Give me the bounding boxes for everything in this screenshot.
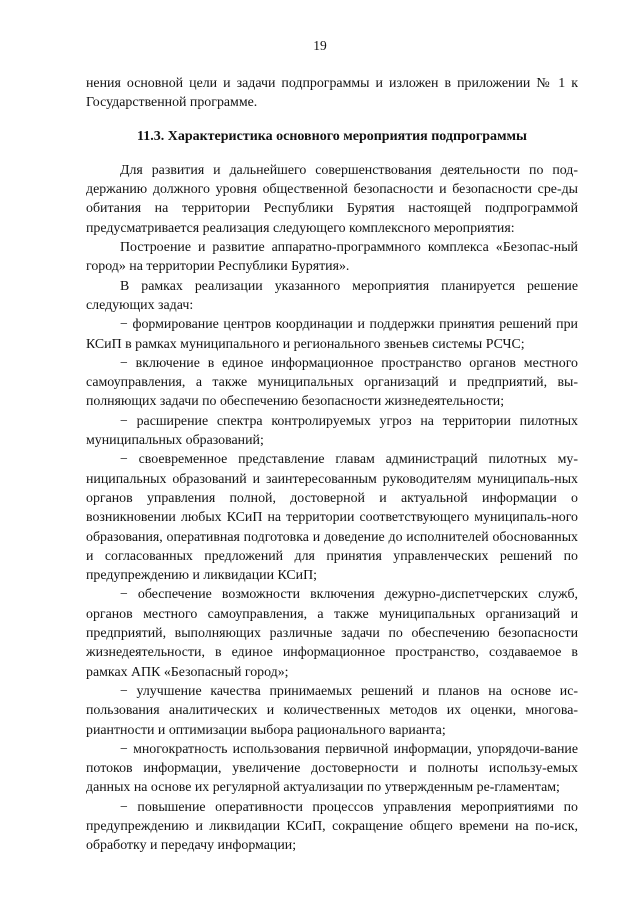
paragraph-continuation: нения основной цели и задачи подпрограммы и изложен в приложении № 1 к Государственной программе. xyxy=(86,76,578,111)
section-heading: 11.3. Характеристика основного мероприятия подпрограммы xyxy=(136,128,527,144)
list-item-timely-information: − своевременное представление главам администраций пилотных му-ниципальных образований и заинтересованным руководителям муниципаль-ных органов управления полной, достоверной и актуальной информации о возникновении любых КСиП на территории соответствующего муниципаль-ного образования, оперативная подготовка и доведение до исполнителей обоснованных и согласованных предложений для принятия управленческих решений по предупреждению и ликвидации КСиП; xyxy=(86,452,578,584)
list-item-dispatch-services: − обеспечение возможности включения дежурно-диспетчерских служб, органов местного самоуправления, а также муниципальных организаций и предприятий, выполняющих различные задачи по обеспечению безопасности жизнедеятельности, в единое информационное пространство, создаваемое в рамках АПК «Безопасный город»; xyxy=(86,587,578,680)
list-item-decision-quality: − улучшение качества принимаемых решений и планов на основе ис-пользования аналитических и количественных методов их оценки, многова-риантности и оптимизации выбора рационального варианта; xyxy=(86,683,578,738)
list-item-coordination-centers: − формирование центров координации и поддержки принятия решений при КСиП в рамках муниципального и регионального звеньев системы РСЧС; xyxy=(86,317,578,352)
list-item-threat-spectrum: − расширение спектра контролируемых угроз на территории пилотных муниципальных образований; xyxy=(86,413,578,449)
page-number: 19 xyxy=(313,38,327,53)
list-item-information-space: − включение в единое информационное пространство органов местного самоуправления, а также муниципальных организаций и предприятий, вы-полняющих задачи по обеспечению безопасности жизнедеятельности; xyxy=(86,355,578,410)
paragraph-intro: Для развития и дальнейшего совершенствования деятельности по под-держанию должного уровня общественной безопасности и безопасности сре-ды обитания на территории Республики Бурятия настоящей подпрограммой предусматривается реализация следующего комплексного мероприятия: xyxy=(86,162,578,236)
list-item-management-efficiency: − повышение оперативности процессов управления мероприятиями по предупреждению и ликвидации КСиП, сокращение общего времени на по-иск, обработку и передачу информации; xyxy=(86,799,578,854)
document-body xyxy=(86,74,578,856)
paragraph-tasks-intro: В рамках реализации указанного мероприятия планируется решение следующих задач: xyxy=(86,278,578,313)
paragraph-measure: Построение и развитие аппаратно-программного комплекса «Безопас-ный город» на территории Республики Бурятия». xyxy=(86,240,578,275)
list-item-primary-information: − многократность использования первичной информации, упорядочи-вание потоков информации, увеличение достоверности и полноты использу-емых данных на основе их регулярной актуализации по утвержденным ре-гламентам; xyxy=(86,741,578,796)
